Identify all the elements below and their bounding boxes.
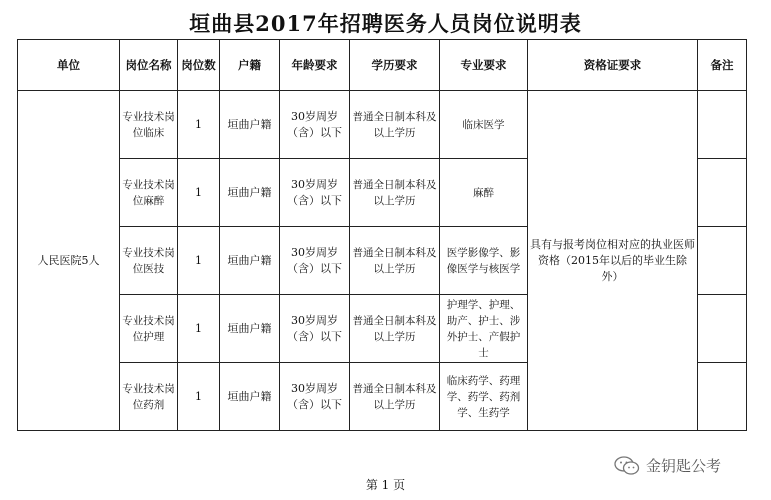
post-name-cell: 专业技术岗位护理 — [120, 295, 178, 363]
residence-cell: 垣曲户籍 — [220, 227, 280, 295]
residence-cell: 垣曲户籍 — [220, 295, 280, 363]
residence-cell: 垣曲户籍 — [220, 363, 280, 431]
table-row — [18, 91, 747, 159]
post-count-cell: 1 — [178, 159, 220, 227]
header-residence: 户籍 — [220, 40, 280, 91]
education-cell: 普通全日制本科及以上学历 — [350, 91, 440, 159]
header-major: 专业要求 — [440, 40, 528, 91]
positions-table — [17, 39, 747, 431]
post-count-cell: 1 — [178, 363, 220, 431]
post-name-cell: 专业技术岗位药剂 — [120, 363, 178, 431]
post-count-cell: 1 — [178, 295, 220, 363]
post-name-cell: 专业技术岗位医技 — [120, 227, 178, 295]
remarks-cell — [698, 159, 747, 227]
certificate-cell: 具有与报考岗位相对应的执业医师资格（2015年以后的毕业生除外） — [528, 91, 698, 431]
age-cell: 30岁周岁（含）以下 — [280, 91, 350, 159]
post-name-cell: 专业技术岗位临床 — [120, 91, 178, 159]
major-cell: 医学影像学、影像医学与核医学 — [440, 227, 528, 295]
remarks-cell — [698, 227, 747, 295]
age-cell: 30岁周岁（含）以下 — [280, 295, 350, 363]
major-cell: 临床医学 — [440, 91, 528, 159]
post-count-cell: 1 — [178, 91, 220, 159]
header-post-name: 岗位名称 — [120, 40, 178, 91]
education-cell: 普通全日制本科及以上学历 — [350, 295, 440, 363]
header-unit: 单位 — [18, 40, 120, 91]
residence-cell: 垣曲户籍 — [220, 91, 280, 159]
document-title: 垣曲县2017年招聘医务人员岗位说明表 — [189, 11, 582, 36]
header-post-count: 岗位数 — [178, 40, 220, 91]
unit-cell: 人民医院5人 — [18, 91, 120, 431]
education-cell: 普通全日制本科及以上学历 — [350, 159, 440, 227]
watermark — [614, 455, 721, 476]
major-cell: 临床药学、药理学、药学、药剂学、生药学 — [440, 363, 528, 431]
education-cell: 普通全日制本科及以上学历 — [350, 363, 440, 431]
major-cell: 麻醉 — [440, 159, 528, 227]
age-cell: 30岁周岁（含）以下 — [280, 227, 350, 295]
header-education: 学历要求 — [350, 40, 440, 91]
table-header-row — [18, 40, 747, 91]
education-cell: 普通全日制本科及以上学历 — [350, 227, 440, 295]
residence-cell: 垣曲户籍 — [220, 159, 280, 227]
page-number: 第 1 页 — [365, 478, 406, 492]
major-cell: 护理学、护理、助产、护士、涉外护士、产假护士 — [440, 295, 528, 363]
watermark-text: 金钥匙公考 — [646, 457, 722, 475]
remarks-cell — [698, 363, 747, 431]
header-certificate: 资格证要求 — [528, 40, 698, 91]
post-name-cell: 专业技术岗位麻醉 — [120, 159, 178, 227]
wechat-icon — [614, 456, 640, 476]
age-cell: 30岁周岁（含）以下 — [280, 159, 350, 227]
age-cell: 30岁周岁（含）以下 — [280, 363, 350, 431]
remarks-cell — [698, 91, 747, 159]
post-count-cell: 1 — [178, 227, 220, 295]
header-age: 年龄要求 — [280, 40, 350, 91]
header-remarks: 备注 — [698, 40, 747, 91]
remarks-cell — [698, 295, 747, 363]
